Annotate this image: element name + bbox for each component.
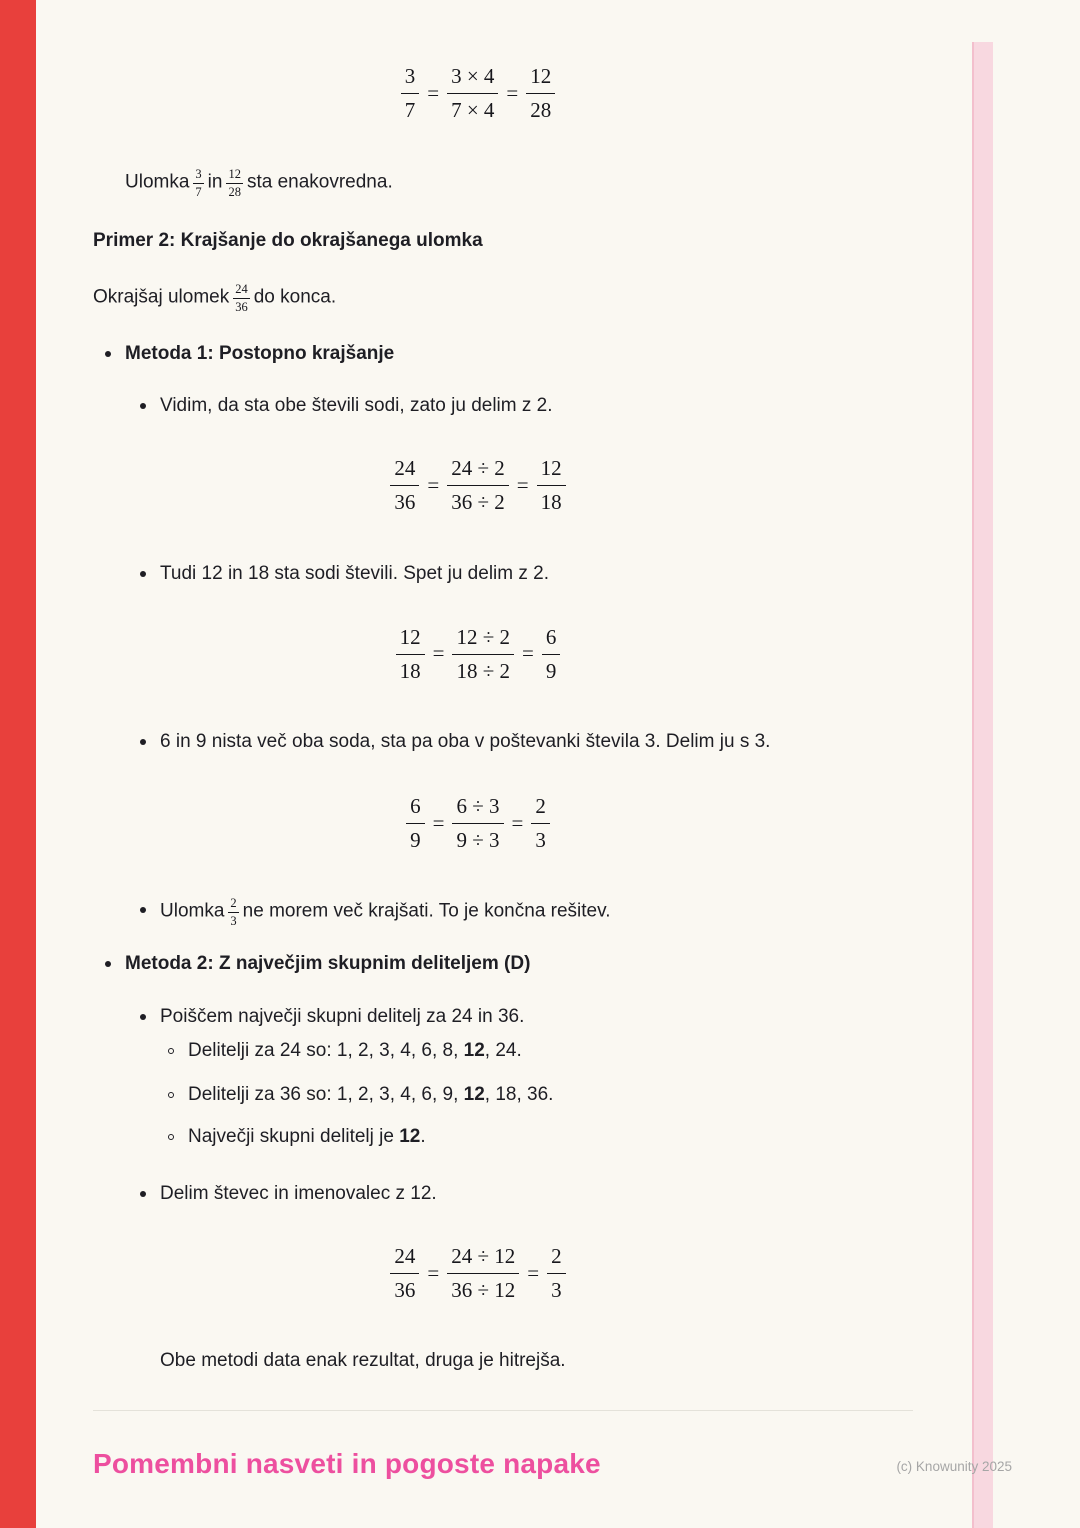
numerator: 24 ÷ 2 [447, 456, 509, 486]
right-pink-stripe [972, 42, 993, 1528]
text-segment: Največji skupni delitelj je [188, 1126, 400, 1148]
list-item-title: Metoda 2: Z največjim skupnim deliteljem (D) [125, 953, 531, 975]
denominator: 3 [230, 913, 237, 928]
denominator: 9 [545, 658, 557, 683]
list-item-text [188, 1124, 426, 1151]
bullet-icon [140, 729, 160, 756]
numerator: 12 ÷ 2 [452, 625, 514, 655]
equals-sign: = [427, 473, 440, 498]
bullet-icon [105, 951, 125, 978]
list-item-text: Delim števec in imenovalec z 12. [160, 1183, 437, 1205]
denominator: 7 [404, 98, 416, 123]
highlighted-number: 12 [399, 1126, 421, 1148]
numerator: 24 [390, 1244, 419, 1274]
numerator: 12 [226, 168, 243, 184]
numerator: 3 [193, 168, 203, 184]
numerator: 24 [233, 283, 250, 299]
circle-bullet-icon [168, 1082, 188, 1109]
list-item-step [93, 393, 913, 420]
bullet-icon [105, 341, 125, 368]
numerator: 3 × 4 [447, 64, 498, 94]
text-segment: Delitelji za 24 so: 1, 2, 3, 4, 6, 8, [188, 1040, 464, 1062]
denominator: 36 ÷ 2 [451, 490, 505, 515]
highlighted-number: 12 [463, 1040, 485, 1062]
bullet-icon [140, 1181, 160, 1208]
fraction [537, 456, 566, 515]
fraction [542, 625, 561, 684]
text-segment: do konca. [253, 286, 337, 308]
text-segment: sta enakovredna. [246, 171, 393, 193]
denominator: 36 ÷ 12 [451, 1278, 516, 1303]
fraction-equation-gcd [93, 1244, 863, 1303]
fraction [401, 64, 420, 123]
denominator: 36 [394, 490, 416, 515]
list-item-step [93, 729, 913, 756]
fraction [396, 625, 425, 684]
denominator: 36 [235, 299, 248, 314]
page-heading-tips: Pomembni nasveti in pogoste napake [93, 1447, 601, 1479]
left-red-stripe [0, 0, 36, 1528]
denominator: 18 [540, 490, 562, 515]
section-divider [93, 1410, 913, 1411]
fraction [447, 64, 498, 123]
denominator: 9 ÷ 3 [456, 828, 500, 853]
list-item-step [93, 1004, 913, 1031]
list-item-metoda2 [93, 951, 913, 978]
inline-fraction [233, 283, 250, 313]
list-item-divisors36 [93, 1082, 913, 1109]
numerator: 6 ÷ 3 [452, 794, 503, 824]
fraction-equation-step3 [93, 794, 863, 853]
bullet-icon [140, 561, 160, 588]
equals-sign: = [527, 1260, 540, 1285]
numerator: 6 [406, 794, 425, 824]
denominator: 3 [535, 828, 546, 853]
denominator: 7 × 4 [451, 98, 495, 123]
list-item-text: Vidim, da sta obe števili sodi, zato ju delim z 2. [160, 395, 553, 417]
numerator: 24 [390, 456, 419, 486]
denominator: 18 ÷ 2 [456, 658, 511, 683]
list-item-metoda1 [93, 341, 913, 368]
inline-fraction [193, 168, 203, 198]
list-item-text [160, 897, 611, 927]
equals-sign: = [432, 810, 445, 835]
numerator: 24 ÷ 12 [447, 1244, 519, 1274]
text-segment: Ulomka [125, 171, 190, 193]
bullet-icon [140, 393, 160, 420]
document-content [93, 0, 913, 1483]
list-item-step [93, 897, 913, 927]
equals-sign: = [427, 1260, 440, 1285]
fraction [547, 1244, 566, 1303]
fraction-equation-step2 [93, 625, 863, 684]
circle-bullet-icon [168, 1038, 188, 1065]
fraction [526, 64, 555, 123]
numerator: 12 [396, 625, 425, 655]
list-item-divisors24 [93, 1038, 913, 1065]
numerator: 6 [542, 625, 561, 655]
list-item-text: Tudi 12 in 18 sta sodi števili. Spet ju delim z 2. [160, 562, 549, 584]
conclusion-sentence: Obe metodi data enak rezultat, druga je hitrejša. [160, 1349, 566, 1371]
equals-sign: = [516, 473, 529, 498]
list-item-step [93, 561, 913, 588]
numerator: 2 [228, 897, 238, 913]
denominator: 7 [195, 184, 202, 199]
text-segment: ne morem več krajšati. To je končna rešitev. [242, 900, 611, 922]
denominator: 28 [228, 184, 241, 199]
inline-fraction [228, 897, 238, 927]
numerator: 12 [526, 64, 555, 94]
text-segment: Okrajšaj ulomek [93, 286, 230, 308]
equals-sign: = [511, 810, 524, 835]
fraction [390, 456, 419, 515]
fraction [531, 794, 550, 853]
fraction [447, 1244, 519, 1303]
text-segment: in [207, 171, 223, 193]
text-segment: , 18, 36. [484, 1084, 554, 1106]
copyright-notice: (c) Knowunity 2025 [896, 1459, 1012, 1474]
task-sentence [93, 283, 913, 313]
list-item-gcd [93, 1124, 913, 1151]
numerator: 3 [401, 64, 420, 94]
numerator: 2 [531, 794, 550, 824]
circle-bullet-icon [168, 1124, 188, 1151]
equals-sign: = [432, 641, 445, 666]
list-item-text: Poiščem največji skupni delitelj za 24 in 36. [160, 1006, 525, 1028]
equals-sign: = [506, 80, 519, 105]
equals-sign: = [522, 641, 534, 666]
list-item-text: 6 in 9 nista več oba soda, sta pa oba v poštevanki števila 3. Delim ju s 3. [160, 731, 771, 752]
list-item-title: Metoda 1: Postopno krajšanje [125, 343, 395, 365]
numerator: 12 [537, 456, 566, 486]
numerator: 2 [547, 1244, 566, 1274]
text-segment: . [420, 1126, 426, 1148]
fraction [452, 625, 514, 684]
section-heading-primer2: Primer 2: Krajšanje do okrajšanega ulomka [93, 230, 483, 252]
bullet-icon [140, 1004, 160, 1031]
text-segment: Delitelji za 36 so: 1, 2, 3, 4, 6, 9, [188, 1084, 464, 1106]
fraction-equation-step1 [93, 456, 863, 515]
inline-fraction [226, 168, 243, 198]
list-item-text [188, 1082, 553, 1109]
equals-sign: = [427, 80, 440, 105]
denominator: 3 [551, 1278, 562, 1303]
intro-sentence [93, 168, 913, 198]
denominator: 18 [399, 658, 421, 683]
text-segment: , 24. [484, 1040, 522, 1062]
fraction [390, 1244, 419, 1303]
denominator: 28 [530, 98, 552, 123]
denominator: 9 [410, 828, 421, 853]
bullet-icon [140, 897, 160, 927]
list-item-step [93, 1181, 913, 1208]
list-item-text [188, 1038, 522, 1065]
fraction [406, 794, 425, 853]
fraction [447, 456, 509, 515]
fraction-equation-expand [93, 64, 863, 123]
fraction [452, 794, 503, 853]
text-segment: Ulomka [160, 900, 225, 922]
highlighted-number: 12 [463, 1084, 485, 1106]
denominator: 36 [394, 1278, 416, 1303]
